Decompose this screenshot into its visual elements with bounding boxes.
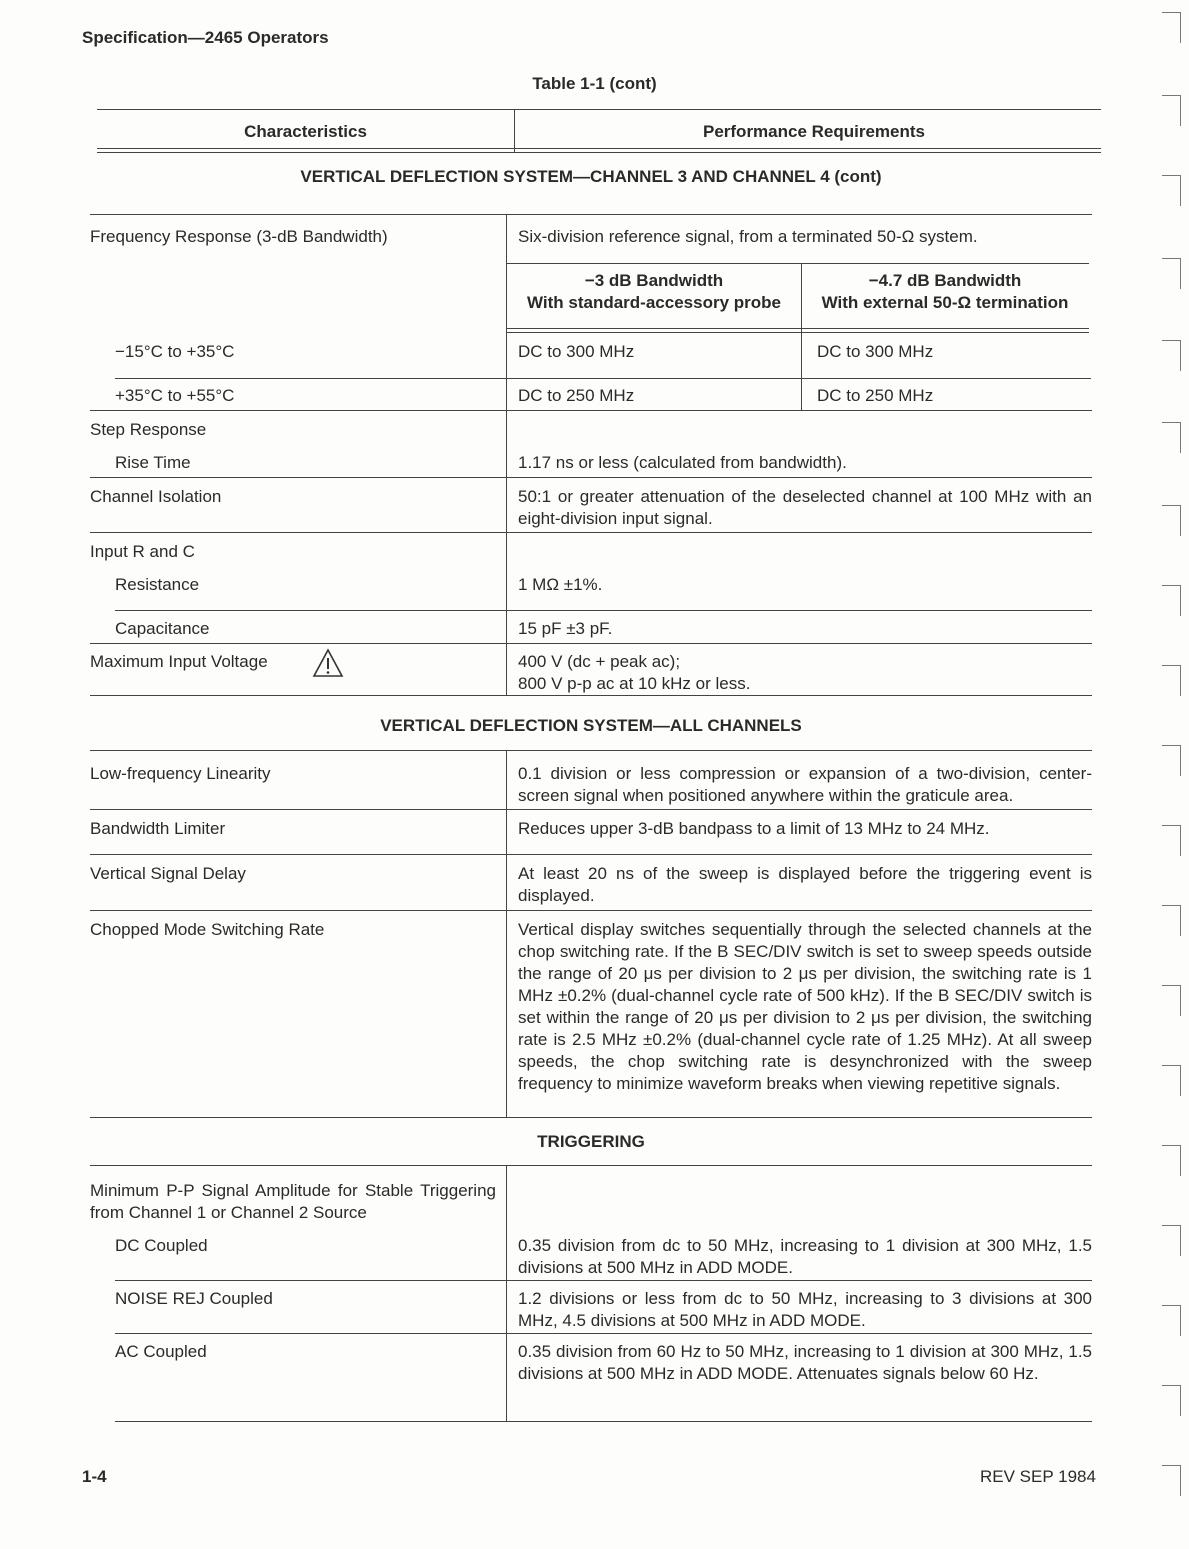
rise-time-label: Rise Time: [115, 453, 191, 472]
noise-rej-label: NOISE REJ Coupled: [115, 1289, 273, 1308]
binding-mark: [1162, 665, 1181, 696]
ac-coupled-label: AC Coupled: [115, 1342, 207, 1361]
rise-time-value: 1.17 ns or less (calculated from bandwidth).: [518, 453, 847, 472]
lf-linearity-label: Low-frequency Linearity: [90, 764, 271, 783]
column-divider-trig: [506, 1166, 507, 1421]
max-input-voltage-label: Maximum Input Voltage: [90, 652, 268, 671]
lf-linearity-value: 0.1 division or less compression or expansion of a two-division, center-screen signal when positioned anywhere within the graticule area.: [518, 764, 1092, 805]
table-bottom-rule: [115, 1421, 1092, 1422]
binding-mark: [1162, 12, 1181, 43]
row-rule: [90, 532, 1092, 533]
bw-col1-line1: −3 dB Bandwidth: [584, 271, 724, 290]
column-divider-all: [506, 751, 507, 1117]
bw-subtable-double-rule-2: [507, 332, 1089, 333]
column-header-performance: Performance Requirements: [702, 122, 926, 141]
binding-mark: [1162, 340, 1181, 371]
row-rule: [115, 378, 1091, 379]
noise-rej-value: 1.2 divisions or less from dc to 50 MHz, increasing to 3 divisions at 300 MHz, 4.5 divisions at 500 MHz in ADD MODE.: [518, 1289, 1092, 1330]
ac-coupled-value: 0.35 division from 60 Hz to 50 MHz, increasing to 1 division at 300 MHz, 1.5 divisions at 500 MHz in ADD MODE. Attenuates signals below 60 Hz.: [518, 1342, 1092, 1383]
section-title-triggering: TRIGGERING: [537, 1132, 645, 1151]
revision-date: REV SEP 1984: [980, 1467, 1096, 1486]
max-input-voltage-line1: 400 V (dc + peak ac);: [518, 652, 681, 671]
bw-col2-line2: With external 50-Ω termination: [821, 293, 1069, 312]
row-rule: [90, 410, 1092, 411]
binding-mark: [1162, 1465, 1181, 1496]
binding-mark: [1162, 1225, 1181, 1256]
binding-mark: [1162, 825, 1181, 856]
binding-mark: [1162, 585, 1181, 616]
row-rule: [90, 477, 1092, 478]
bandwidth-limiter-label: Bandwidth Limiter: [90, 819, 226, 838]
bandwidth-limiter-value: Reduces upper 3-dB bandpass to a limit of 13 MHz to 24 MHz.: [518, 819, 990, 838]
column-header-characteristics: Characteristics: [244, 122, 367, 141]
page-number: 1-4: [82, 1467, 107, 1486]
freq-response-desc: Six-division reference signal, from a terminated 50-Ω system.: [518, 227, 978, 246]
temp1-label: −15°C to +35°C: [115, 342, 235, 361]
max-input-voltage-line2: 800 V p-p ac at 10 kHz or less.: [518, 674, 751, 693]
header-double-rule-2: [97, 152, 1101, 153]
temp2-bw-term: DC to 250 MHz: [817, 386, 934, 405]
binding-mark: [1162, 985, 1181, 1016]
binding-mark: [1162, 1305, 1181, 1336]
binding-mark: [1162, 422, 1181, 453]
table-top-rule: [97, 109, 1101, 110]
temp2-bw-probe: DC to 250 MHz: [518, 386, 635, 405]
chopped-mode-value: Vertical display switches sequentially through the selected channels at the chop switching rate. If the B SEC/DIV switch is set to sweep speeds outside the range of 20 μs per division to 2 μs per division, the switching rate is 1 MHz ±0.2% (dual-channel cycle rate of 500 kHz). If the B SEC/DIV switch is set within the range of 20 μs per division to 2 μs per division, the switching rate is 2.5 MHz ±0.2% (dual-channel cycle rate of 1.25 MHz). At all sweep speeds, the chop switching rate is desynchronized with the sweep frequency to minimize waveform breaks when viewing repetitive signals.: [518, 920, 1092, 1093]
binding-mark: [1162, 1385, 1181, 1416]
bw-col2-header: [801, 270, 1089, 314]
binding-mark: [1162, 1145, 1181, 1176]
row-rule: [115, 1333, 1092, 1334]
freq-response-label: Frequency Response (3-dB Bandwidth): [90, 227, 388, 246]
step-response-label: Step Response: [90, 420, 207, 439]
section-end-rule: [90, 695, 1092, 696]
min-pp-amplitude-label: Minimum P-P Signal Amplitude for Stable Triggering from Channel 1 or Channel 2 Source: [90, 1181, 496, 1222]
binding-mark: [1162, 1065, 1181, 1096]
section-title-all-channels: VERTICAL DEFLECTION SYSTEM—ALL CHANNELS: [380, 716, 802, 735]
running-title: Specification—2465 Operators: [82, 28, 329, 47]
dc-coupled-value: 0.35 division from dc to 50 MHz, increasing to 1 division at 300 MHz, 1.5 divisions at 500 MHz in ADD MODE.: [518, 1236, 1092, 1277]
bw-subtable-top-rule: [507, 263, 1089, 264]
table-title: Table 1-1 (cont): [532, 74, 657, 93]
max-input-voltage-value: [518, 651, 750, 695]
section-end-rule: [90, 1117, 1092, 1118]
bw-col2-line1: −4.7 dB Bandwidth: [868, 271, 1022, 290]
section-title-ch34: VERTICAL DEFLECTION SYSTEM—CHANNEL 3 AND CHANNEL 4 (cont): [300, 167, 882, 186]
warning-triangle-icon: [312, 648, 344, 678]
row-rule: [90, 910, 1092, 911]
header-double-rule: [97, 148, 1101, 149]
section-rule: [90, 1165, 1092, 1166]
row-rule: [90, 854, 1092, 855]
chopped-mode-label: Chopped Mode Switching Rate: [90, 920, 325, 939]
row-rule: [115, 1280, 1092, 1281]
binding-mark: [1162, 905, 1181, 936]
temp2-label: +35°C to +55°C: [115, 386, 235, 405]
temp1-bw-probe: DC to 300 MHz: [518, 342, 635, 361]
row-rule: [90, 809, 1092, 810]
binding-mark: [1162, 745, 1181, 776]
section-rule: [90, 750, 1092, 751]
bw-subtable-double-rule: [507, 328, 1089, 329]
vertical-signal-delay-label: Vertical Signal Delay: [90, 864, 246, 883]
binding-mark: [1162, 258, 1181, 289]
row-rule: [90, 643, 1092, 644]
input-rc-label: Input R and C: [90, 542, 195, 561]
resistance-value: 1 MΩ ±1%.: [518, 575, 603, 594]
section-rule: [90, 214, 1092, 215]
resistance-label: Resistance: [115, 575, 200, 594]
bw-col1-line2: With standard-accessory probe: [527, 293, 781, 312]
capacitance-value: 15 pF ±3 pF.: [518, 619, 613, 638]
binding-mark: [1162, 95, 1181, 126]
channel-isolation-label: Channel Isolation: [90, 487, 222, 506]
bw-col1-header: [507, 270, 801, 314]
channel-isolation-value: 50:1 or greater attenuation of the deselected channel at 100 MHz with an eight-division input signal.: [518, 487, 1092, 528]
capacitance-label: Capacitance: [115, 619, 210, 638]
dc-coupled-label: DC Coupled: [115, 1236, 208, 1255]
temp1-bw-term: DC to 300 MHz: [817, 342, 934, 361]
row-rule: [115, 610, 1092, 611]
binding-mark: [1162, 505, 1181, 536]
vertical-signal-delay-value: At least 20 ns of the sweep is displayed before the triggering event is displayed.: [518, 864, 1092, 905]
binding-mark: [1162, 175, 1181, 206]
